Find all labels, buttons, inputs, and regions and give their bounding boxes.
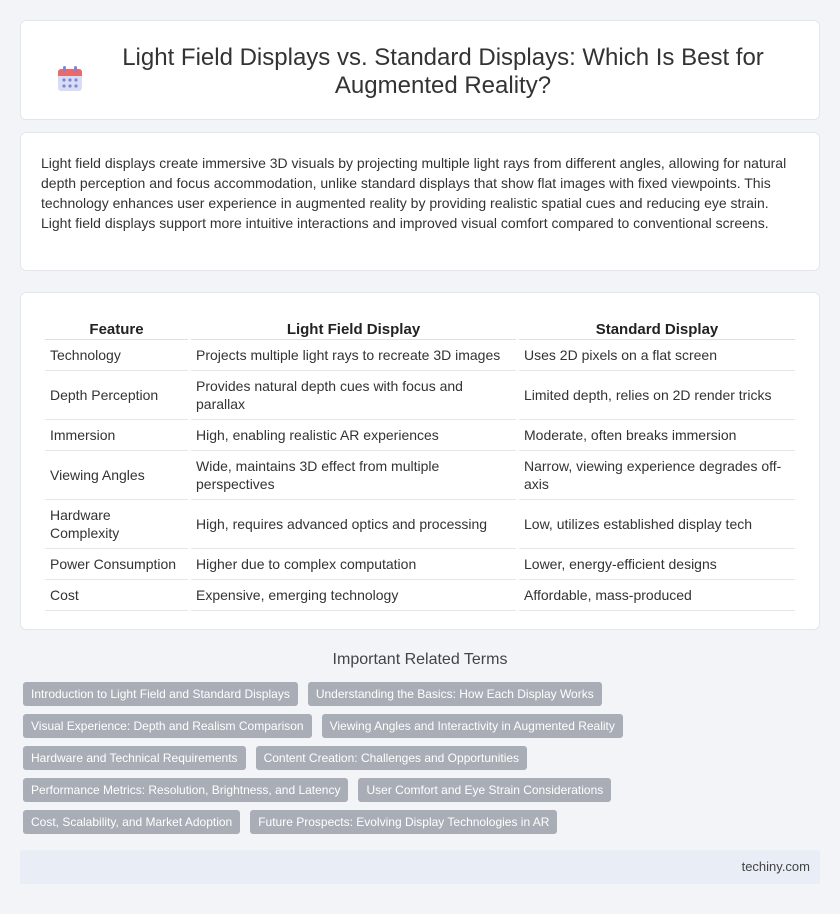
comparison-table-card [20,292,820,630]
intro-card [20,132,820,271]
table-cell: Limited depth, relies on 2D render tricks [519,371,795,420]
table-cell: Power Consumption [45,549,188,580]
related-term-tag[interactable]: Understanding the Basics: How Each Display Works [308,682,602,706]
related-terms-list [23,682,823,842]
page-title: Light Field Displays vs. Standard Displays: Which Is Best for Augmented Reality? [122,44,764,99]
table-cell: Depth Perception [45,371,188,420]
calendar-icon [57,66,83,92]
footer [20,850,820,884]
tag-row [23,714,823,738]
related-term-tag[interactable]: Future Prospects: Evolving Display Technologies in AR [250,810,557,834]
table-cell: High, requires advanced optics and processing [191,500,516,549]
table-cell: Expensive, emerging technology [191,580,516,611]
comparison-table [42,317,798,611]
table-cell: Immersion [45,420,188,451]
tag-row [23,746,823,770]
table-row [45,549,795,580]
table-cell: Hardware Complexity [45,500,188,549]
tag-row [23,778,823,802]
related-term-tag[interactable]: User Comfort and Eye Strain Considerations [358,778,611,802]
table-cell: Wide, maintains 3D effect from multiple perspectives [191,451,516,500]
table-cell: Cost [45,580,188,611]
related-term-tag[interactable]: Content Creation: Challenges and Opportunities [256,746,528,770]
table-cell: Projects multiple light rays to recreate 3D images [191,340,516,371]
intro-text: Light field displays create immersive 3D visuals by projecting multiple light rays from different angles, allowing for natural depth perception and focus accommodation, unlike standard displays that show flat images with fixed viewpoints. This technology enhances user experience in augmented reality by providing realistic spatial cues and reducing eye strain. Light field displays support more intuitive interactions and improved visual comfort compared to conventional screens. [41,155,787,231]
table-cell: High, enabling realistic AR experiences [191,420,516,451]
table-cell: Narrow, viewing experience degrades off-axis [519,451,795,500]
table-cell: Technology [45,340,188,371]
table-cell: Uses 2D pixels on a flat screen [519,340,795,371]
tag-row [23,810,823,834]
related-term-tag[interactable]: Visual Experience: Depth and Realism Comparison [23,714,312,738]
table-row [45,500,795,549]
table-row [45,451,795,500]
related-term-tag[interactable]: Cost, Scalability, and Market Adoption [23,810,240,834]
tag-row [23,682,823,706]
table-header-row [45,317,795,340]
related-term-tag[interactable]: Hardware and Technical Requirements [23,746,246,770]
header-card [20,20,820,120]
related-term-tag[interactable]: Viewing Angles and Interactivity in Augmented Reality [322,714,623,738]
table-row [45,420,795,451]
table-cell: Affordable, mass-produced [519,580,795,611]
related-term-tag[interactable]: Introduction to Light Field and Standard Displays [23,682,298,706]
header-feature: Feature [45,317,188,340]
table-cell: Lower, energy-efficient designs [519,549,795,580]
table-row [45,371,795,420]
header-inner [40,40,800,100]
related-terms-title: Important Related Terms [332,651,508,668]
table-cell: Provides natural depth cues with focus and parallax [191,371,516,420]
table-row [45,340,795,371]
table-cell: Viewing Angles [45,451,188,500]
related-term-tag[interactable]: Performance Metrics: Resolution, Brightness, and Latency [23,778,348,802]
header-light-field: Light Field Display [191,317,516,340]
table-row [45,580,795,611]
footer-brand[interactable]: techiny.com [741,859,810,874]
header-standard: Standard Display [519,317,795,340]
table-cell: Low, utilizes established display tech [519,500,795,549]
table-cell: Moderate, often breaks immersion [519,420,795,451]
table-cell: Higher due to complex computation [191,549,516,580]
